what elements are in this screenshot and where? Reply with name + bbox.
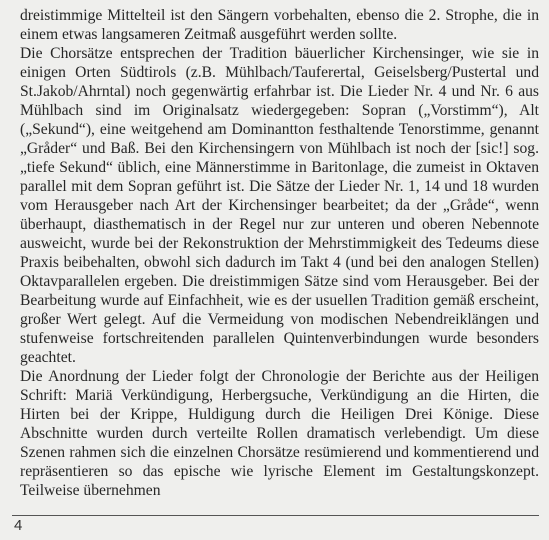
paragraph-anordnung: Die Anordnung der Lieder folgt der Chronologie der Berichte aus der Heiligen Schrift: Mariä Verkündigung, Herbergsuche, Verkündigung an die Hirten, die Hirten bei der Krippe, Huldigung durch die Heiligen Drei Könige. Diese Abschnitte wurden durch verteilte Rollen dramatisch verlebendigt. Um diese Szenen rahmen sich die einzelnen Chorsätze resümierend und kommentierend und repräsentieren so das epische wie lyrische Element im Gestaltungskonzept. Teilweise übernehmen <box>20 368 539 499</box>
paragraph-chorsaetze: Die Chorsätze entsprechen der Tradition bäuerlicher Kirchensinger, wie sie in einigen Orten Südtirols (z.B. Mühlbach/Tauferertal, Geiselsberg/Pustertal und St.Jakob/Ahrntal) noch gegenwärtig erfahrbar ist. Die Lieder Nr. 4 und Nr. 6 aus Mühlbach sind im Originalsatz wiedergegeben: Sopran („Vorstimm“), Alt („Sekund“), eine weitgehend am Dominantton festhaltende Tenorstimme, genannt „Gråder“ und Baß. Bei den Kirchensingern von Mühlbach ist noch der [sic!] sog. „tiefe Sekund“ üblich, eine Männerstimme in Baritonlage, die zumeist in Oktaven parallel mit dem Sopran geführt ist. Die Sätze der Lieder Nr. 1, 14 und 18 wurden vom Herausgeber nach Art der Kirchensinger bearbeitet; da der „Gråde“, wenn überhaupt, diasthematisch in der Regel nur zur unteren und oberen Nebennote ausweicht, wurde bei der Rekonstruktion der Mehrstimmigkeit des Tedeums diese Praxis beibehalten, obwohl sich dadurch im Takt 4 (und bei den analogen Stellen) Oktavparallelen ergeben. Die dreistimmigen Sätze sind vom Herausgeber. Bei der Bearbeitung wurde auf Einfachheit, wie es der usuellen Tradition gemäß erscheint, großer Wert gelegt. Auf die Vermeidung von modischen Nebendreiklängen und stufenweise fortschreitenden parallelen Quintenverbindungen wurde besonders geachtet. <box>20 45 539 366</box>
page-number: 4 <box>14 517 23 534</box>
paragraph-continuation: dreistimmige Mittelteil ist den Sängern vorbehalten, ebenso die 2. Strophe, die in einem etwas langsameren Zeitmaß ausgeführt werden sollte. <box>20 7 539 43</box>
footer-rule <box>12 515 539 516</box>
body-text <box>20 6 539 500</box>
